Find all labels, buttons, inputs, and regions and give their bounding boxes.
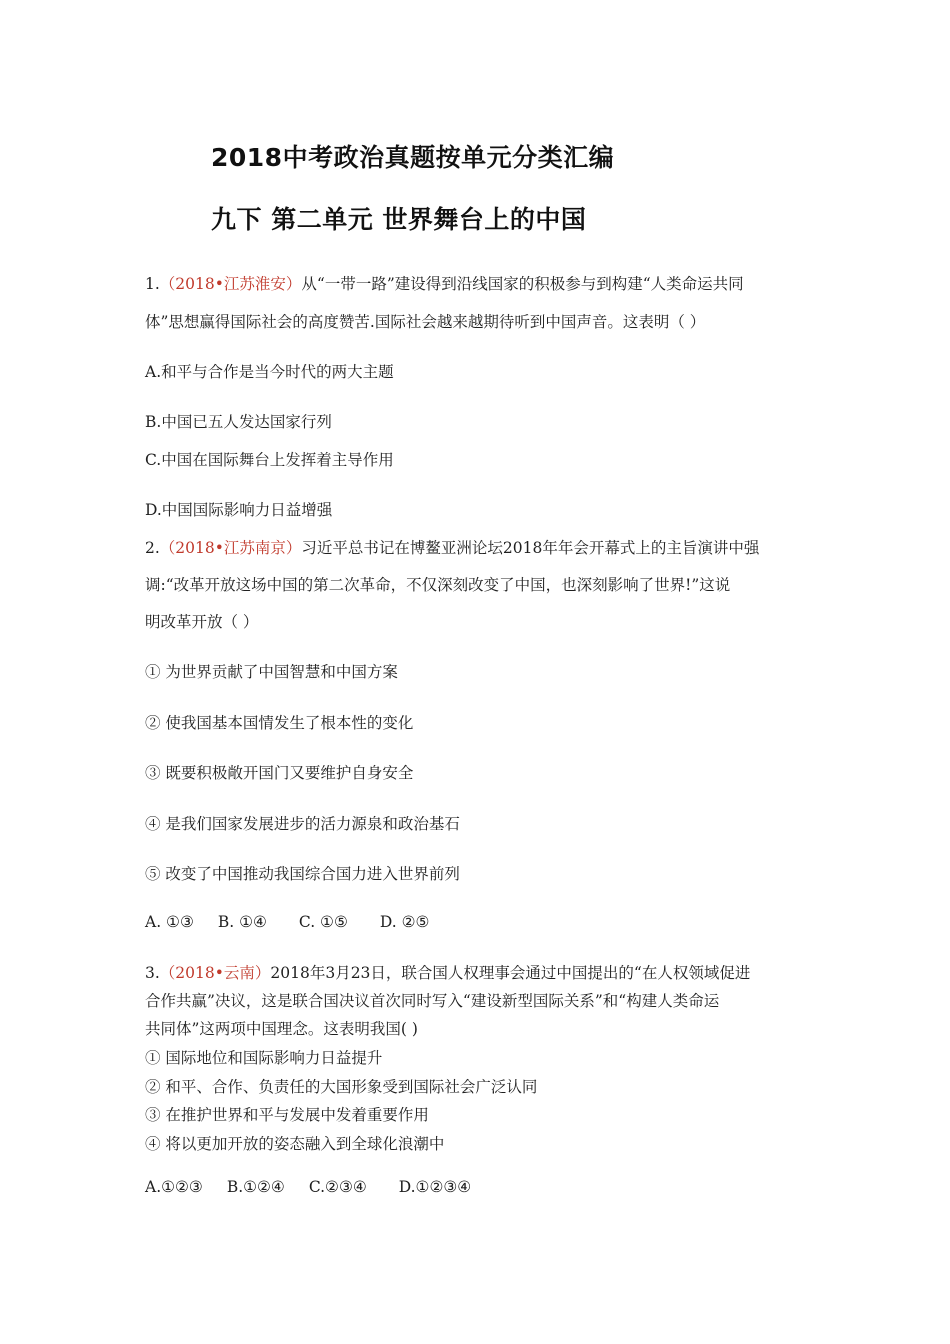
q2-item-2: ② 使我国基本国情发生了根本性的变化 bbox=[145, 714, 414, 732]
q1-option-d: D.中国国际影响力日益增强 bbox=[145, 501, 333, 519]
q2-item-5: ⑤ 改变了中国推动我国综合国力进入世界前列 bbox=[145, 865, 460, 883]
q2-number: 2. bbox=[145, 539, 160, 557]
q3-item-3: ③ 在推护世界和平与发展中发着重要作用 bbox=[145, 1106, 429, 1124]
q1-option-a: A.和平与合作是当今时代的两大主题 bbox=[145, 363, 394, 381]
q3-choice-d: D.①②③④ bbox=[398, 1178, 472, 1196]
q3-item-4: ④ 将以更加开放的姿态融入到全球化浪潮中 bbox=[145, 1135, 445, 1153]
q2-choice-a: A. ①③ bbox=[145, 913, 194, 931]
q1-source: （2018•江苏淮安） bbox=[159, 275, 302, 293]
q2-item-4: ④ 是我们国家发展进步的活力源泉和政治基石 bbox=[145, 815, 460, 833]
q2-choice-d: D. ②⑤ bbox=[379, 913, 430, 931]
q1-stem-text: 从“一带一路”建设得到沿线国家的积极参与到构建“人类命运共同 bbox=[301, 275, 744, 293]
q1-stem-line1 bbox=[145, 272, 744, 294]
q2-stem-line3: 明改革开放（ ） bbox=[145, 613, 259, 631]
document-title: 2018中考政治真题按单元分类汇编 bbox=[211, 143, 615, 172]
q1-stem-line2: 体”思想赢得国际社会的高度赞苦.国际社会越来越期待听到中国声音。这表明（ ） bbox=[145, 313, 706, 331]
q3-choices bbox=[145, 1178, 471, 1196]
q3-stem-line3: 共同体”这两项中国理念。这表明我国( ) bbox=[145, 1020, 418, 1038]
q2-source: （2018•江苏南京） bbox=[159, 539, 302, 557]
q2-choice-b: B. ①④ bbox=[217, 913, 267, 931]
q3-item-1: ① 国际地位和国际影响力日益提升 bbox=[145, 1049, 383, 1067]
q3-choice-c: C.②③④ bbox=[308, 1178, 367, 1196]
q1-option-b: B.中国已五人发达国家行列 bbox=[145, 413, 332, 431]
q2-item-3: ③ 既要积极敞开国门又要维护自身安全 bbox=[145, 764, 414, 782]
q3-stem-line1 bbox=[145, 961, 750, 983]
q2-item-1: ① 为世界贡献了中国智慧和中国方案 bbox=[145, 663, 398, 681]
q1-option-c: C.中国在国际舞台上发挥着主导作用 bbox=[145, 451, 394, 469]
q3-number: 3. bbox=[145, 964, 160, 982]
q3-stem-text: 2018年3月23日，联合国人权理事会通过中国提出的“在人权领域促进 bbox=[270, 964, 751, 982]
q3-choice-b: B.①②④ bbox=[226, 1178, 285, 1196]
q3-source: （2018•云南） bbox=[159, 964, 271, 982]
q3-item-2: ② 和平、合作、负责任的大国形象受到国际社会广泛认同 bbox=[145, 1078, 538, 1096]
q2-stem-line2: 调:“改革开放这场中国的第二次革命，不仅深刻改变了中国，也深刻影响了世界!”这说 bbox=[145, 576, 731, 594]
unit-subtitle: 九下 第二单元 世界舞台上的中国 bbox=[211, 205, 587, 234]
q2-choice-c: C. ①⑤ bbox=[298, 913, 348, 931]
q3-stem-line2: 合作共赢”决议，这是联合国决议首次同时写入“建设新型国际关系”和“构建人类命运 bbox=[145, 992, 720, 1010]
q1-number: 1. bbox=[145, 275, 160, 293]
q2-choices bbox=[145, 913, 429, 931]
q2-stem-text: 习近平总书记在博鳌亚洲论坛2018年年会开幕式上的主旨演讲中强 bbox=[301, 539, 760, 557]
q2-stem-line1 bbox=[145, 536, 759, 558]
q3-choice-a: A.①②③ bbox=[145, 1178, 203, 1196]
